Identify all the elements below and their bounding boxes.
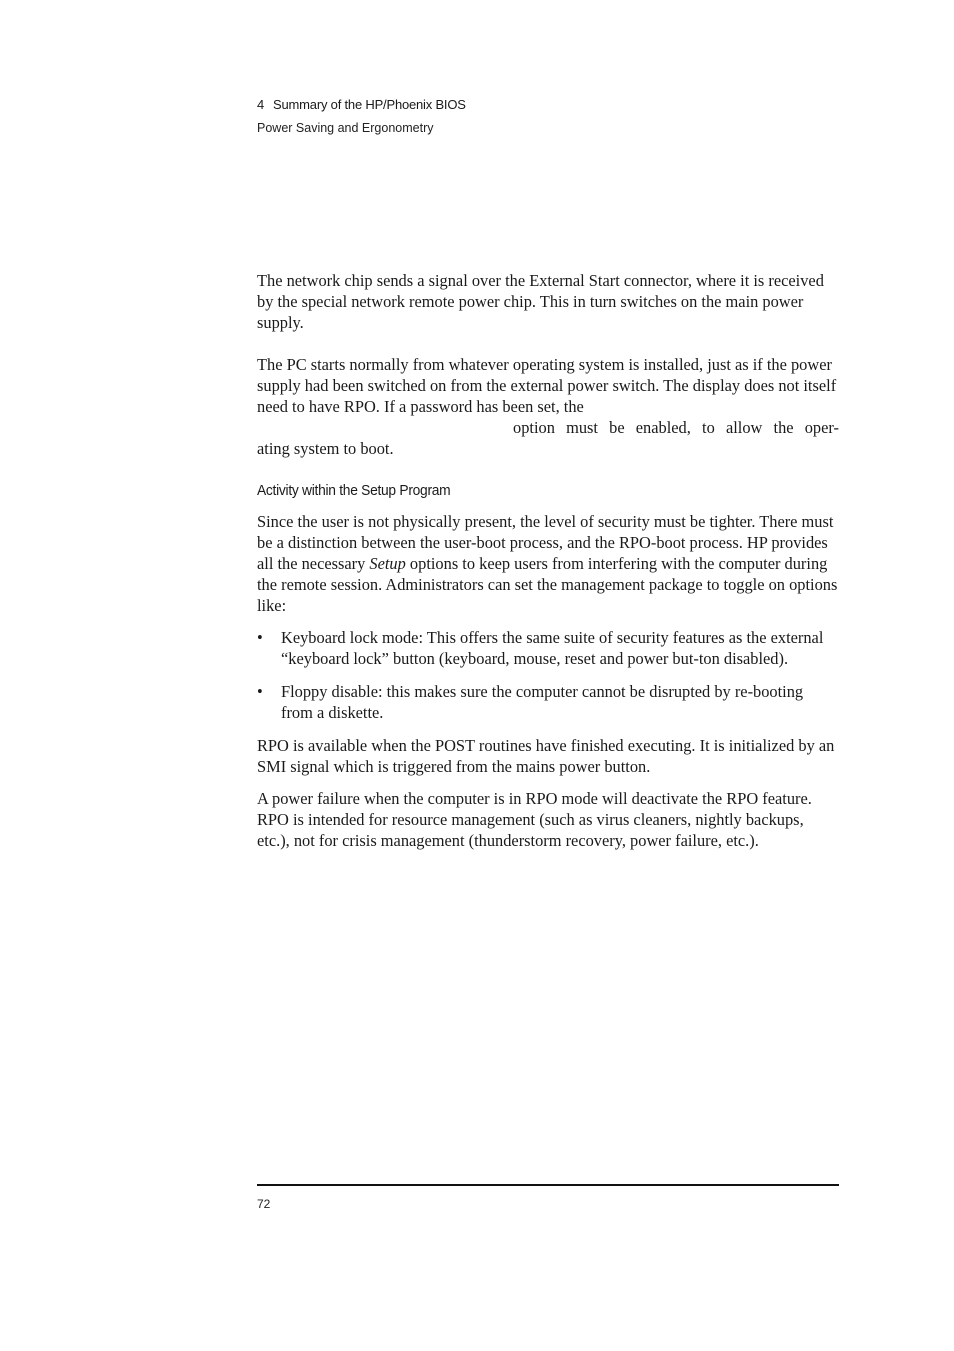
chapter-title: Summary of the HP/Phoenix BIOS bbox=[273, 97, 466, 112]
paragraph-pc-starts-continued: option must be enabled, to allow the oper- bbox=[513, 418, 839, 437]
paragraph-security-start: Since the user is not physically present, the level of security must be tighter. There must be a distinction between the user-boot process, and the RPO-boot process. HP provides all the necessary bbox=[257, 512, 834, 573]
paragraph-rpo-available: RPO is available when the POST routines have finished executing. It is initialized by an SMI signal which is triggered from the mains power button. bbox=[257, 736, 835, 776]
chapter-number: 4 bbox=[257, 97, 265, 112]
chapter-heading bbox=[257, 95, 466, 115]
paragraph-security-end: options to keep users from interfering with the computer during the remote session. Administrators can set the management package to toggle on options like: bbox=[257, 554, 838, 615]
subheading-setup-activity: Activity within the Setup Program bbox=[257, 482, 451, 499]
list-item bbox=[257, 627, 839, 669]
paragraph-power-failure: A power failure when the computer is in RPO mode will deactivate the RPO feature. RPO is intended for resource management (such as virus cleaners, nightly backups, etc.), not for crisis management (thunderstorm recovery, power failure, etc.). bbox=[257, 789, 812, 850]
paragraph-network-chip: The network chip sends a signal over the External Start connector, where it is received by the special network remote power chip. This in turn switches on the main power supply. bbox=[257, 271, 824, 332]
footer-rule bbox=[257, 1184, 839, 1186]
bullet-icon: • bbox=[257, 682, 263, 701]
paragraph-pc-starts: The PC starts normally from whatever operating system is installed, just as if the power supply had been switched on from the external power switch. The display does not itself need to have RPO. If a password has been set, the bbox=[257, 355, 837, 416]
options-list bbox=[257, 627, 839, 723]
paragraph-pc-starts-end: ating system to boot. bbox=[257, 439, 394, 458]
paragraph-security bbox=[257, 511, 839, 616]
setup-italic-term: Setup bbox=[369, 554, 406, 573]
list-item-text: Keyboard lock mode: This offers the same suite of security features as the external “keyboard lock” button (keyboard, mouse, reset and power but-ton disabled). bbox=[281, 628, 824, 668]
list-item bbox=[257, 681, 839, 723]
section-title: Power Saving and Ergonometry bbox=[257, 121, 434, 135]
page-body bbox=[257, 270, 839, 851]
list-item-text: Floppy disable: this makes sure the computer cannot be disrupted by re-booting from a diskette. bbox=[281, 682, 804, 722]
running-header bbox=[257, 95, 466, 138]
page-number: 72 bbox=[257, 1197, 271, 1211]
bullet-icon: • bbox=[257, 628, 263, 647]
